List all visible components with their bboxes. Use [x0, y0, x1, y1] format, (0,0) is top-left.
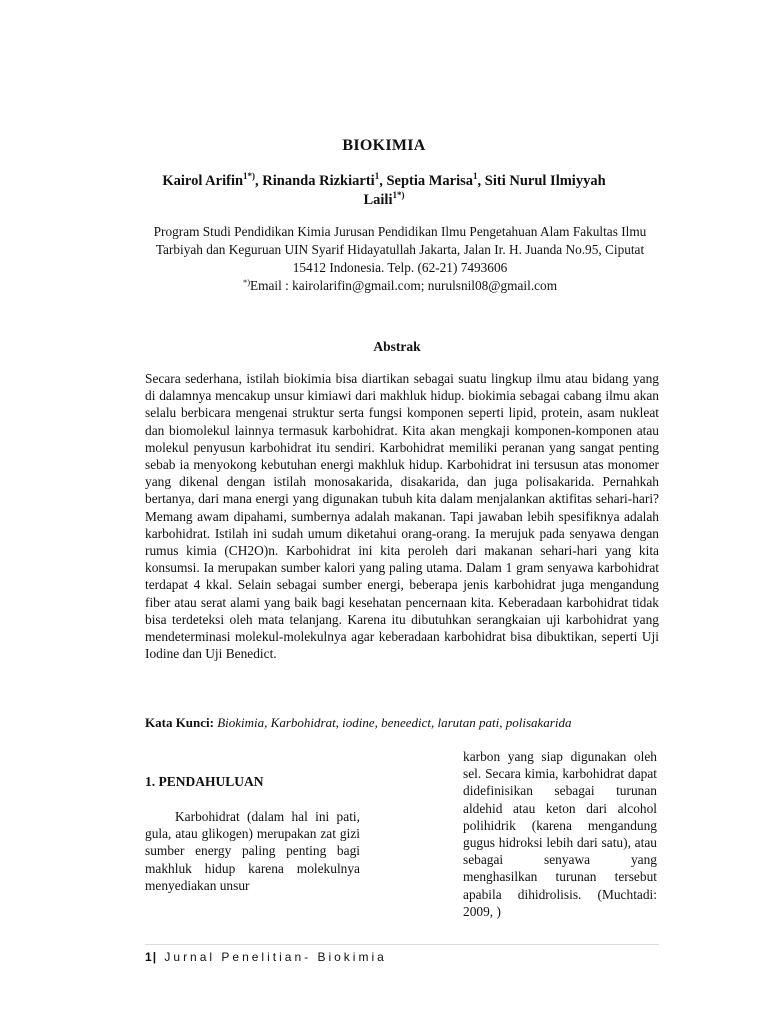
abstract-body: Secara sederhana, istilah biokimia bisa diartikan sebagai suatu lingkup ilmu atau bidang yang di dalamnya mencakup unsur kimiawi dari makhluk hidup. biokimia sebagai cabang ilmu akan selalu berbicara mengenai struktur serta fungsi komponen seperti lipid, protein, asam nukleat dan biomolekul lainnya termasuk karbohidrat. Kita akan mengkaji komponen-komponen atau molekul penyusun karbohidrat itu sendiri. Karbohidrat memiliki peranan yang sangat penting sebab ia menyokong kebutuhan energi makhluk hidup. Karbohidrat ini tersusun atas monomer yang dikenal dengan istilah monosakarida, disakarida, dan juga polisakarida. Pernahkah bertanya, dari mana energi yang digunakan tubuh kita dalam menjalankan aktifitas sehari-hari? Memang awam dipahami, sumbernya adalah makanan. Tapi jawaban lebih spesifiknya adalah karbohidrat. Istilah ini sudah umum diketahui orang-orang. Ia merujuk pada senyawa dengan rumus kimia (CH2O)n. Karbohidrat ini kita peroleh dari makanan sehari-hari yang kita konsumsi. Ia merupakan sumber kalori yang paling utama. Dalam 1 gram senyawa karbohidrat terdapat 4 kkal. Selain sebagai sumber energi, beberapa jenis karbohidrat juga mengandung fiber atau serat alami yang baik bagi kesehatan pencernaan kita. Keberadaan karbohidrat tidak bisa terdeteksi oleh mata telanjang. Karena itu dibutuhkan serangkaian uji karbohidrat yang mendeterminasi molekul-molekulnya agar keberadaan karbohidrat bisa dibuktikan, seperti Uji Iodine dan Uji Benedict.: [145, 371, 659, 662]
author-affiliation-mark: 1: [473, 171, 478, 181]
affiliation-block: [140, 223, 660, 295]
keywords-label: Kata Kunci:: [145, 715, 214, 730]
contact-email: [140, 277, 660, 295]
affiliation-text: Program Studi Pendidikan Kimia Jurusan Pendidikan Ilmu Pengetahuan Alam Fakultas Ilmu Tarbiyah dan Keguruan UIN Syarif Hidayatullah Jakarta, Jalan Ir. H. Juanda No.95, Ciputat 15412 Indonesia. Telp. (62-21) 7493606: [153, 224, 647, 275]
author-separator: ,: [477, 173, 485, 189]
email-text: Email : kairolarifin@gmail.com; nurulsnil08@gmail.com: [250, 278, 558, 293]
intro-left-column: Karbohidrat (dalam hal ini pati, gula, atau glikogen) merupakan zat gizi sumber energy paling penting bagi makhluk hidup karena molekulnya menyediakan unsur: [145, 809, 360, 893]
author-affiliation-mark: 1*): [392, 190, 405, 200]
footer-divider: [145, 944, 659, 945]
author-name: Kairol Arifin: [162, 173, 244, 189]
author-separator: ,: [255, 173, 263, 189]
author-separator: ,: [379, 173, 387, 189]
journal-name: Jurnal Penelitian- Biokimia: [164, 950, 387, 964]
email-mark: *): [242, 277, 251, 287]
abstract-heading: Abstrak: [373, 339, 421, 354]
author-affiliation-mark: 1: [374, 171, 380, 181]
intro-right-column: karbon yang siap digunakan oleh sel. Secara kimia, karbohidrat dapat didefinisikan sebagai turunan aldehid atau keton dari alcohol polihidrik (karena mengandung gugus hidroksi lebih dari satu), atau sebagai senyawa yang menghasilkan turunan tersebut apabila dihidrolisis. (Muchtadi: 2009, ): [463, 749, 657, 919]
keywords-line: [145, 714, 675, 731]
page-number: 1: [145, 950, 153, 964]
author-list: [150, 172, 618, 210]
footer-separator: |: [152, 950, 159, 964]
author-affiliation-mark: 1*): [243, 171, 256, 181]
paper-title: BIOKIMIA: [342, 137, 426, 154]
page-footer: [145, 950, 387, 964]
author-name: Siti Nurul Ilmiyyah Laili: [363, 173, 606, 208]
section-heading: 1. PENDAHULUAN: [145, 774, 264, 789]
author-name: Septia Marisa: [386, 173, 474, 189]
keywords-values: Biokimia, Karbohidrat, iodine, beneedict, larutan pati, polisakarida: [217, 715, 572, 730]
author-name: Rinanda Rizkiarti: [262, 173, 375, 189]
